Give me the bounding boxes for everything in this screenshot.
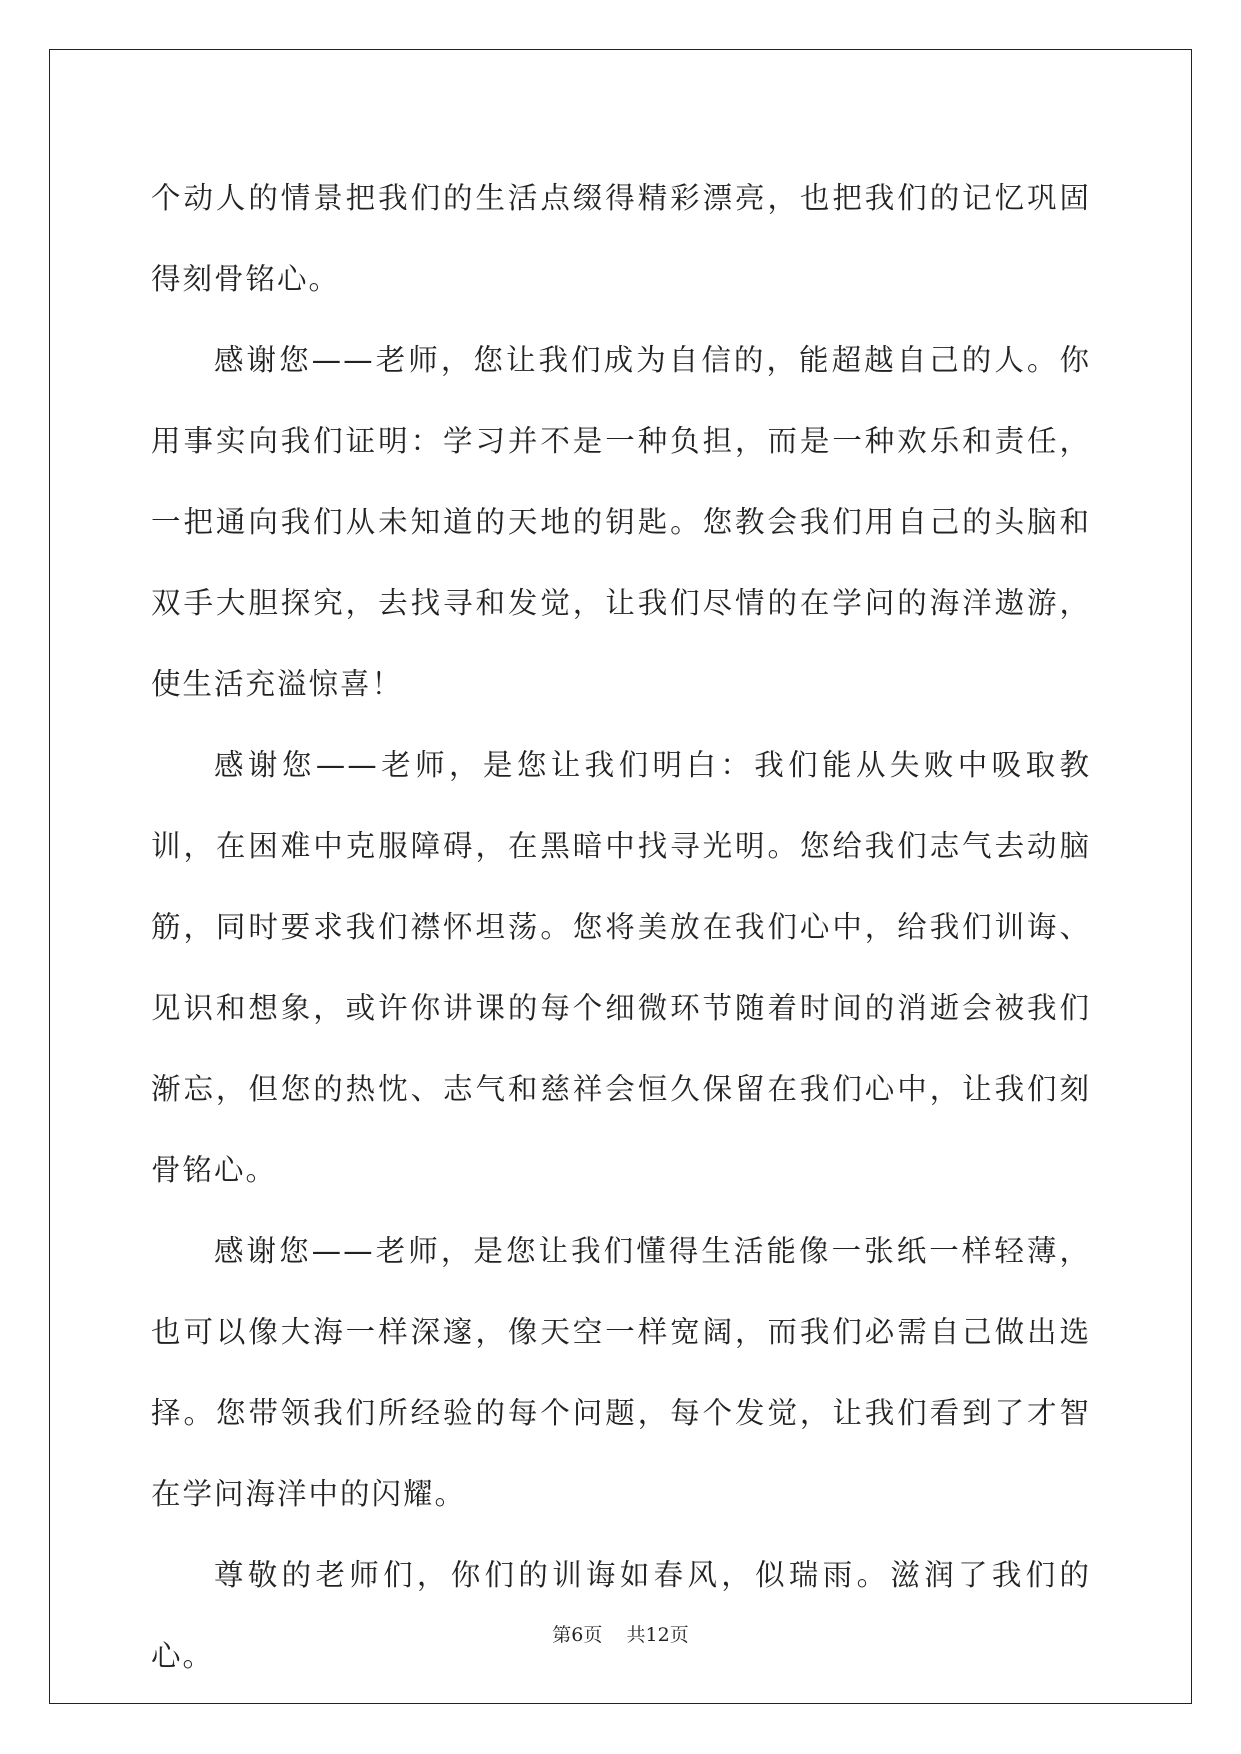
paragraph: 感谢您——老师，是您让我们懂得生活能像一张纸一样轻薄，也可以像大海一样深邃，像天空一样宽阔，而我们必需自己做出选择。您带领我们所经验的每个问题，每个发觉，让我们看到了才智在学问海洋中的闪耀。 <box>151 1234 1091 1511</box>
document-body <box>151 158 1091 1697</box>
paragraph: 尊敬的老师们，你们的训诲如春风，似瑞雨。滋润了我们的心。 <box>151 1558 1091 1673</box>
page-number: 第6页 <box>552 1624 603 1646</box>
paragraph: 感谢您——老师，是您让我们明白：我们能从失败中吸取教训，在困难中克服障碍，在黑暗中找寻光明。您给我们志气去动脑筋，同时要求我们襟怀坦荡。您将美放在我们心中，给我们训诲、见识和想象，或许你讲课的每个细微环节随着时间的消逝会被我们渐忘，但您的热忱、志气和慈祥会恒久保留在我们心中，让我们刻骨铭心。 <box>151 748 1091 1187</box>
page-footer <box>0 1620 1241 1647</box>
paragraph: 感谢您——老师，您让我们成为自信的，能超越自己的人。你用事实向我们证明：学习并不是一种负担，而是一种欢乐和责任，一把通向我们从未知道的天地的钥匙。您教会我们用自己的头脑和双手大胆探究，去找寻和发觉，让我们尽情的在学问的海洋遨游，使生活充溢惊喜！ <box>151 343 1091 701</box>
paragraph: 个动人的情景把我们的生活点缀得精彩漂亮，也把我们的记忆巩固得刻骨铭心。 <box>151 181 1091 296</box>
page-total: 共12页 <box>626 1624 689 1646</box>
